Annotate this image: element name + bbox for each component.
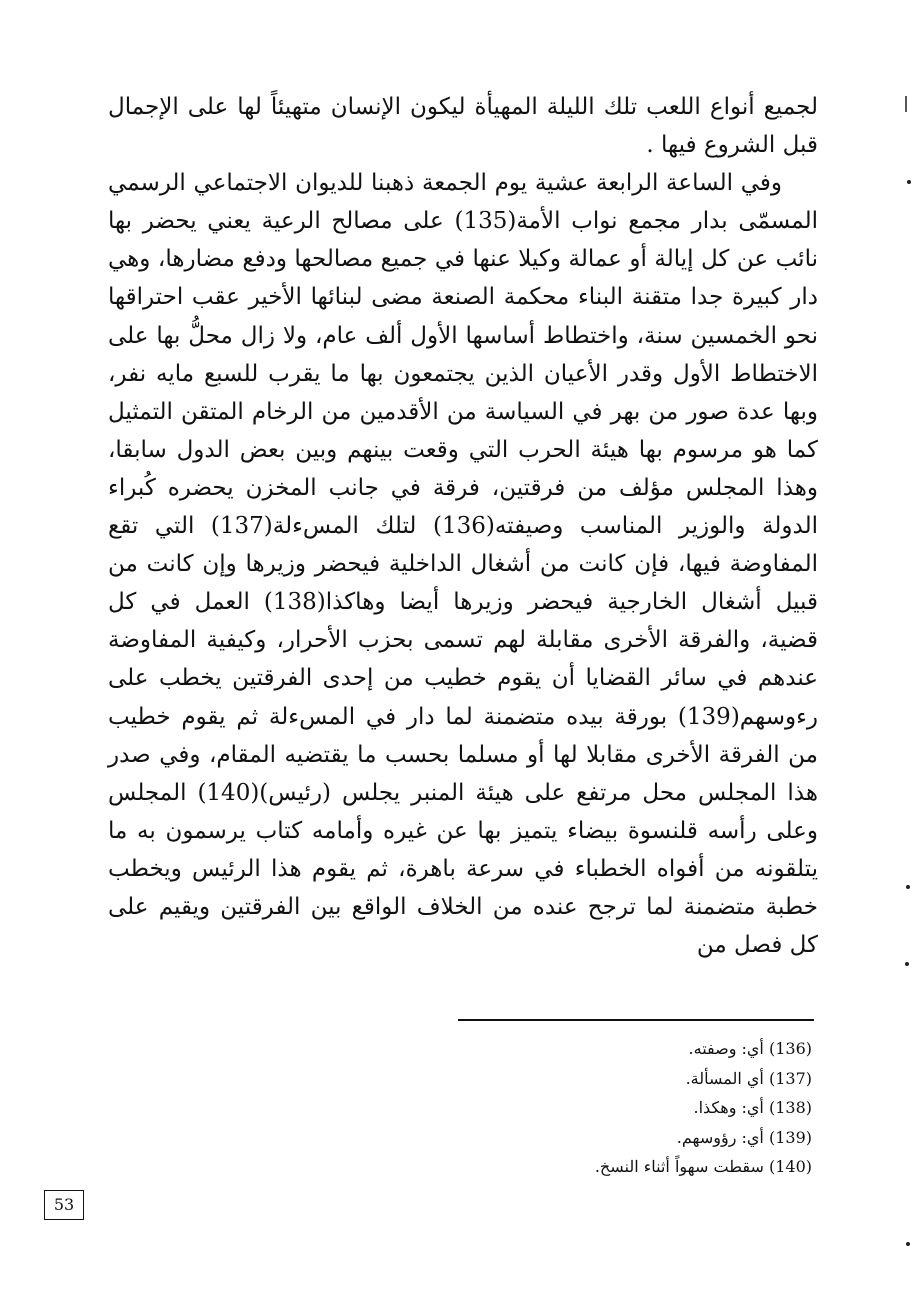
- paragraph-main: وفي الساعة الرابعة عشية يوم الجمعة ذهبنا للديوان الاجتماعي الرسمي المسمّى بدار مجمع نواب الأمة(135) على مصالح الرعية يعني يحضر بها نائب عن كل إيالة أو عمالة وكيلا عنها في جميع مصالحها ودفع مضارها، وهي دار كبيرة جدا متقنة البناء محكمة الصنعة مضى لبنائها الأخير عقب احتراقها نحو الخمسين سنة، واختطاط أساسها الأول ألف عام، ولا زال محلُّ بها على الاختطاط الأول وقدر الأعيان الذين يجتمعون بها ما يقرب للسبع مايه نفر، وبها عدة صور من بهر في السياسة من الأقدمين من الرخام المتقن التمثيل كما هو مرسوم بها هيئة الحرب التي وقعت بينهم وبين بعض الدول سابقا، وهذا المجلس مؤلف من فرقتين، فرقة في جانب المخزن يحضره كُبراء الدولة والوزير المناسب وصيفته(136) لتلك المسءلة(137) التي تقع المفاوضة فيها، فإن كانت من أشغال الداخلية فيحضر وزيرها وإن كانت من قبيل أشغال الخارجية فيحضر وزيرها أيضا وهاكذا(138) العمل في كل قضية، والفرقة الأخرى مقابلة لهم تسمى بحزب الأحرار، وكيفية المفاوضة عندهم في سائر القضايا أن يقوم خطيب من إحدى الفرقتين يخطب على رءوسهم(139) بورقة بيده متضمنة لما دار في المسءلة ثم يقوم خطيب من الفرقة الأخرى مقابلا لها أو مسلما بحسب ما يقتضيه المقام، وفي صدر هذا المجلس محل مرتفع على هيئة المنبر يجلس (رئيس)(140) المجلس وعلى رأسه قلنسوة بيضاء يتميز بها عن غيره وأمامه كتاب يرسمون به ما يتلقونه من أفواه الخطباء في سرعة باهرة، ثم يقوم هذا الرئيس ويخطب خطبة متضمنة لما ترجح عنده من الخلاف الواقع بين الفرقتين ويقيم على كل فصل من: [108, 170, 819, 959]
- footnote-140: (140) سقطت سهواً أثناء النسخ.: [594, 1157, 812, 1176]
- paragraph-continuation: لجميع أنواع اللعب تلك الليلة المهيأة ليكون الإنسان متهيئاً لها على الإجمال قبل الشروع فيها .: [108, 94, 818, 159]
- footnote-separator: [458, 1019, 814, 1021]
- footnote-139: (139) أي: رؤوسهم.: [676, 1127, 812, 1147]
- footnote-137: (137) أي المسألة.: [685, 1068, 812, 1088]
- scan-artifact-dot: [906, 1242, 910, 1246]
- footnote-138: (138) أي: وهكذا.: [693, 1098, 812, 1117]
- scan-artifact-dot: [906, 885, 910, 889]
- footnotes: [352, 1034, 812, 1182]
- scan-artifact-dot: [905, 962, 909, 966]
- main-text: [108, 88, 818, 964]
- footnote-136: (136) أي: وصفته.: [688, 1039, 812, 1058]
- page-number: 53: [44, 1190, 84, 1220]
- scan-artifact-dot: [907, 180, 911, 184]
- scan-artifact-mark: [905, 96, 907, 112]
